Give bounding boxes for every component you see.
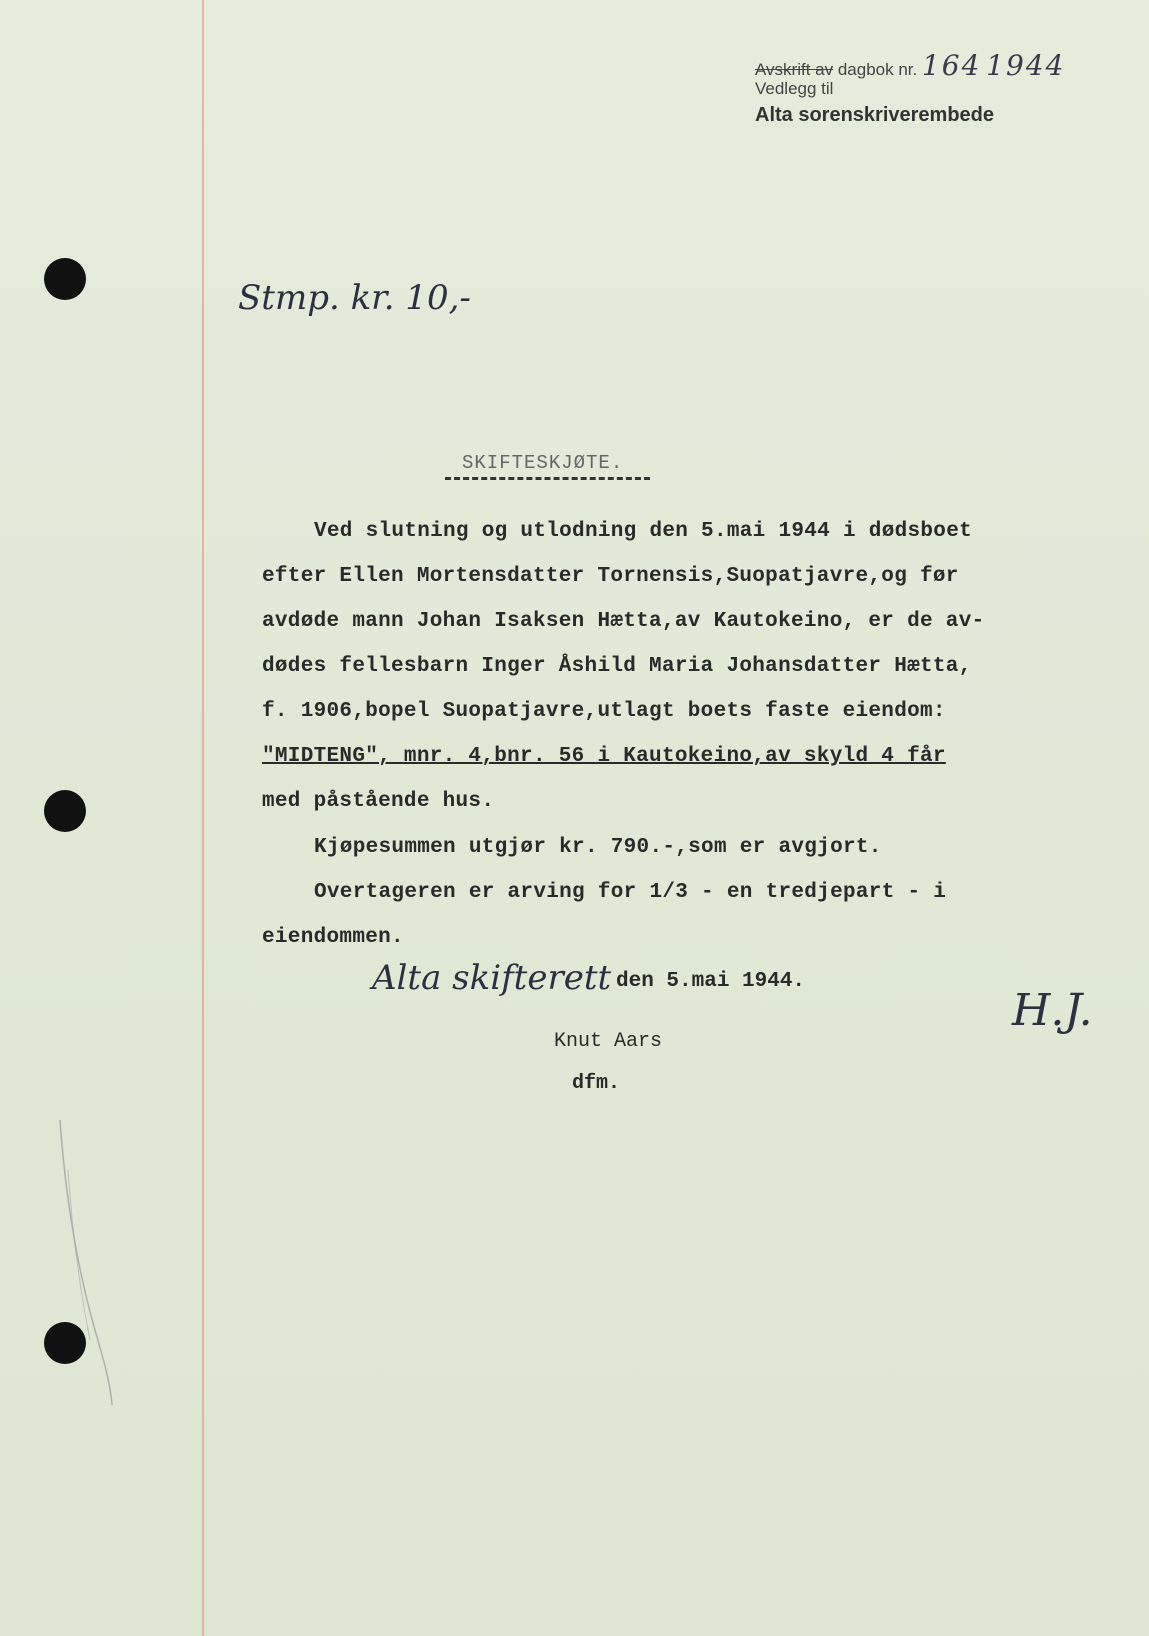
stamp-dagbok-label: dagbok nr. [837,60,918,79]
signature-place: Alta skifterett [372,958,612,998]
stamp-struck-text: Avskrift av [755,60,834,79]
body-line: f. 1906,bopel Suopatjavre,utlagt boets faste eiendom: [262,700,946,723]
body-line: efter Ellen Mortensdatter Tornensis,Suopatjavre,og før [262,565,959,588]
stamp-duty-note: Stmp. kr. 10,- [238,278,471,318]
body-line: Ved slutning og utlodning den 5.mai 1944 i dødsboet [314,520,973,543]
stamp-year: 1944 [986,49,1066,82]
judge-title: dfm. [572,1072,621,1095]
body-line: avdøde mann Johan Isaksen Hætta,av Kautokeino, er de av- [262,610,985,633]
punch-hole-icon [44,790,86,832]
body-line: eiendommen. [262,926,404,949]
stamp-vedlegg: Vedlegg til [755,79,834,98]
body-line: Kjøpesummen utgjør kr. 790.-,som er avgjort. [314,836,882,859]
judge-name: Knut Aars [554,1030,663,1053]
signature-date: den 5.mai 1944. [616,970,806,993]
stamp-office: Alta sorenskriverembede [755,104,995,126]
body-line-property: "MIDTENG", mnr. 4,bnr. 56 i Kautokeino,av skyld 4 får [262,745,946,768]
punch-hole-icon [44,258,86,300]
margin-rule [202,0,204,1636]
document-title: SKIFTESKJØTE. [462,452,624,474]
stamp-dagbok-number: 164 [921,49,982,82]
body-line: dødes fellesbarn Inger Åshild Maria Johansdatter Hætta, [262,655,972,678]
body-line: Overtageren er arving for 1/3 - en tredjepart - i [314,881,947,904]
registry-stamp [755,49,1066,82]
handwritten-initials: H.J. [1012,985,1093,1036]
pencil-mark-icon [40,1110,130,1410]
title-underline [445,477,650,480]
body-line: med påstående hus. [262,790,495,813]
